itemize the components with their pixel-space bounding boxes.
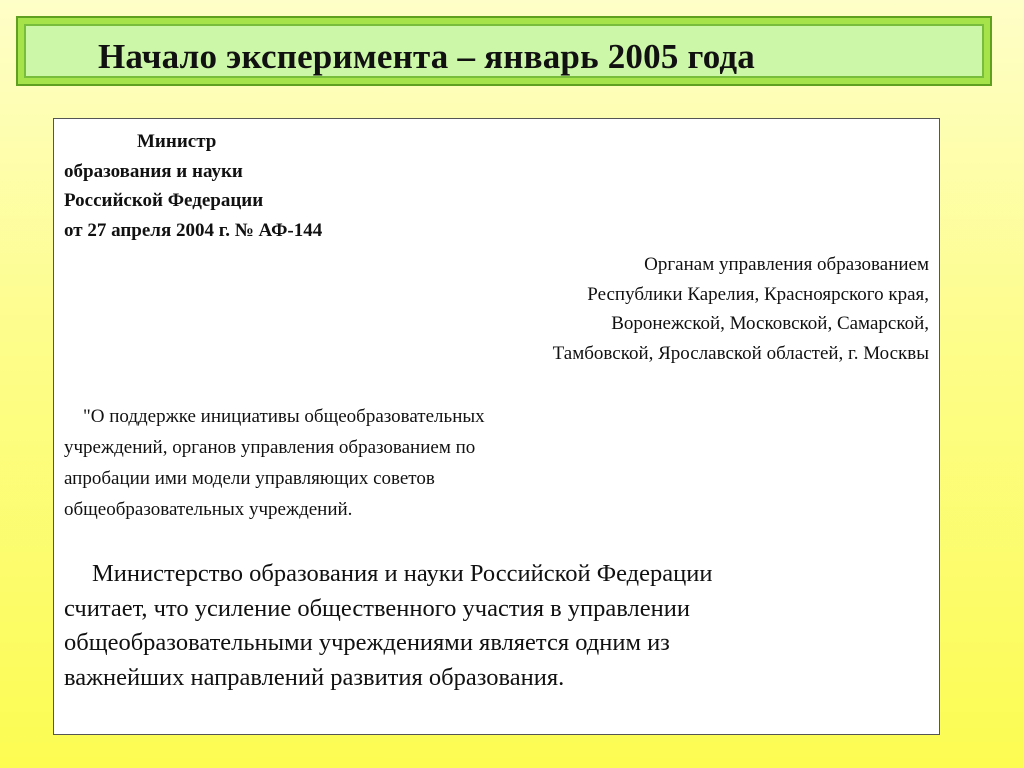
body-line: общеобразовательными учреждениями является одним из (64, 629, 670, 656)
sender-line: Министр (137, 131, 217, 152)
letter-document (53, 118, 940, 735)
body-line: считает, что усиление общественного участия в управлении (64, 594, 690, 622)
slide-title-panel (24, 24, 984, 78)
slide-title-frame (16, 16, 992, 86)
letter-subject-block (64, 401, 485, 525)
subject-line: апробации ими модели управляющих советов (64, 468, 435, 489)
subject-line: учреждений, органов управления образованием по (64, 437, 476, 458)
recipient-line: Воронежской, Московской, Самарской, (611, 313, 929, 334)
slide-title: Начало эксперимента – январь 2005 года (98, 37, 755, 76)
body-line: важнейших направлений развития образования. (64, 663, 565, 691)
recipient-line: Тамбовской, Ярославской областей, г. Москвы (552, 342, 929, 364)
body-line: Министерство образования и науки Российской Федерации (92, 560, 713, 587)
sender-line: от 27 апреля 2004 г. № АФ-144 (64, 219, 323, 241)
subject-line: "О поддержке инициативы общеобразовательных (83, 406, 485, 427)
letter-sender-block (64, 127, 322, 245)
letter-recipient-block (553, 250, 929, 368)
sender-line: Российской Федерации (64, 190, 264, 211)
sender-line: образования и науки (64, 160, 243, 182)
subject-line: общеобразовательных учреждений. (64, 499, 353, 520)
recipient-line: Республики Карелия, Красноярского края, (587, 283, 929, 305)
letter-body-paragraph (64, 557, 712, 695)
recipient-line: Органам управления образованием (644, 254, 929, 275)
